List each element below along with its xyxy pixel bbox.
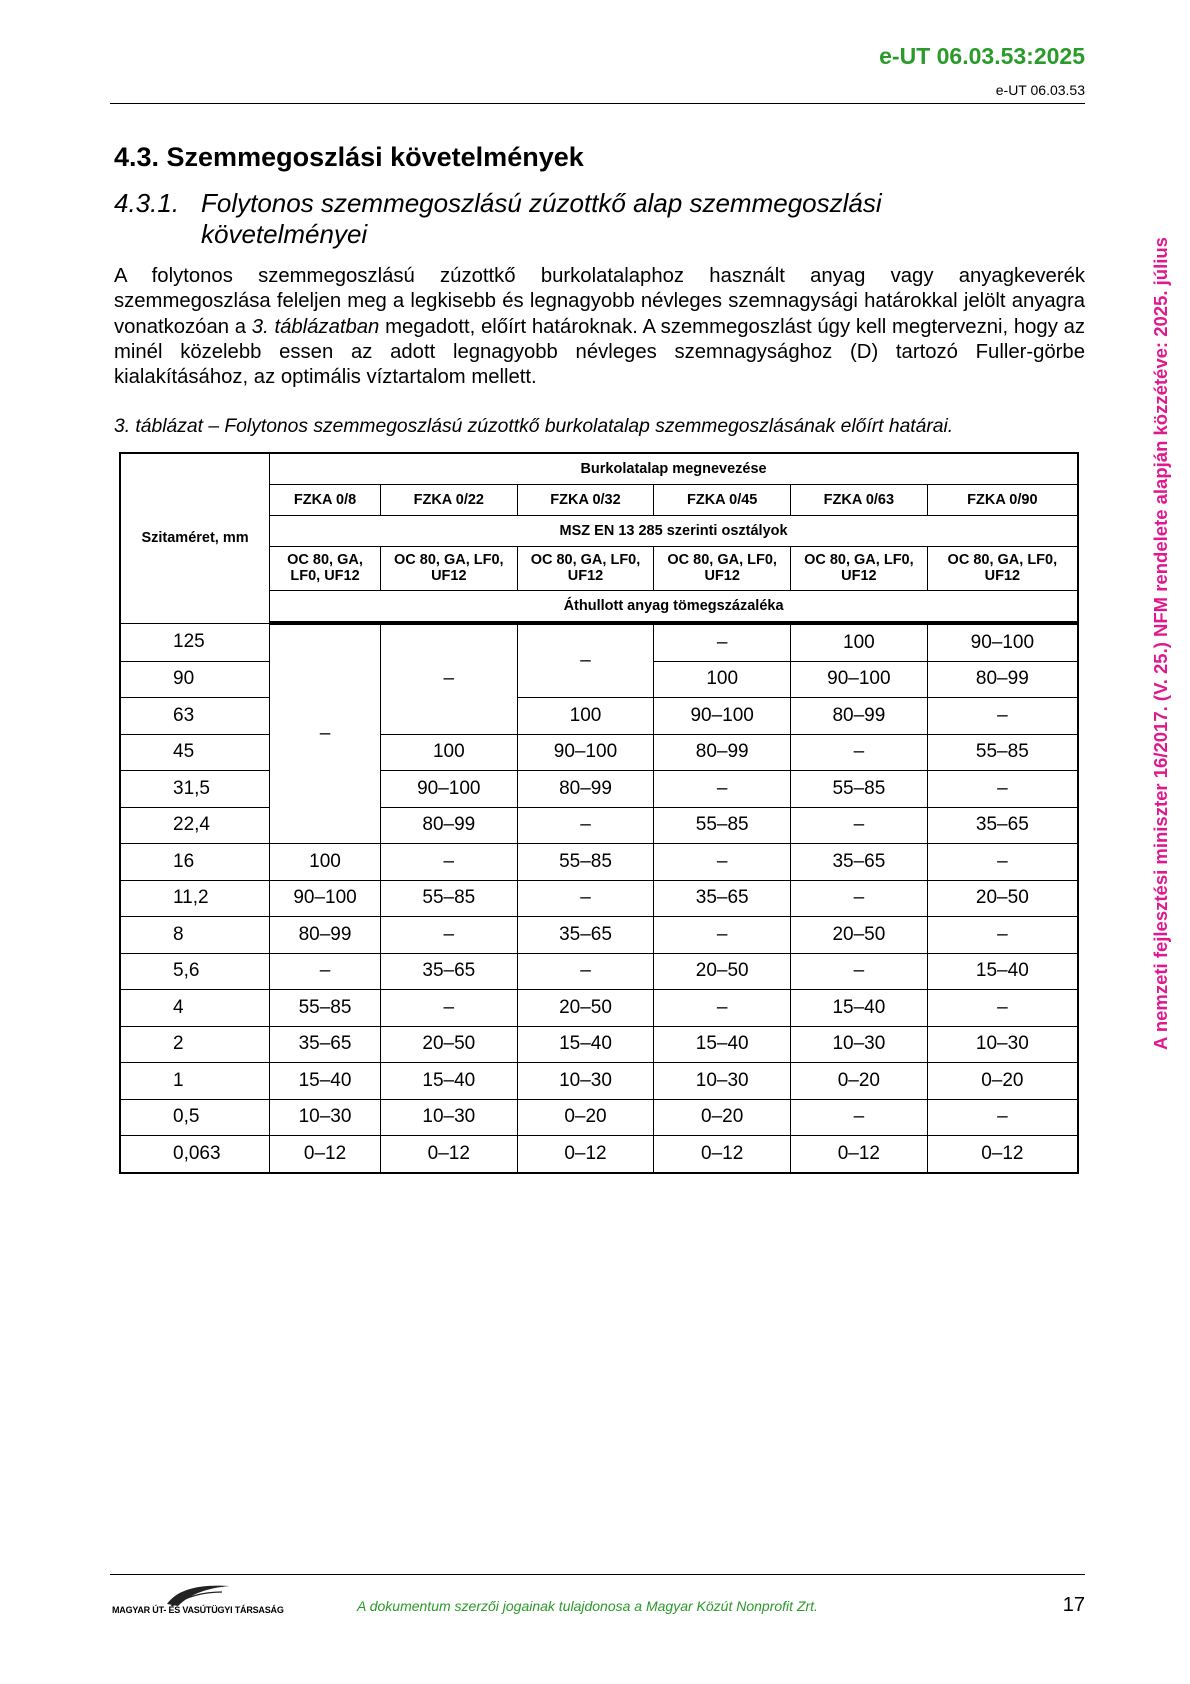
value-cell: 35–65 (654, 880, 791, 917)
value-cell: 55–85 (380, 880, 517, 917)
value-cell: – (654, 917, 791, 954)
table-row (120, 771, 1078, 808)
value-cell: 15–40 (270, 1063, 381, 1100)
value-cell: 10–30 (927, 1026, 1078, 1063)
value-cell: 10–30 (270, 1099, 381, 1136)
value-cell: 20–50 (927, 880, 1078, 917)
value-cell: 20–50 (517, 990, 654, 1027)
value-cell: 0–12 (270, 1136, 381, 1173)
value-cell: 0–12 (380, 1136, 517, 1173)
merged-value-cell: – (380, 623, 517, 734)
subsection-title (114, 188, 882, 250)
value-cell: 20–50 (791, 917, 928, 954)
value-cell: 90–100 (270, 880, 381, 917)
value-cell: 55–85 (654, 807, 791, 844)
value-cell: 20–50 (654, 953, 791, 990)
value-cell: 90–100 (791, 661, 928, 698)
society-logo-text: MAGYAR ÚT- ÉS VASÚTÜGYI TÁRSASÁG (112, 1605, 284, 1615)
sieve-size-cell: 22,4 (120, 807, 270, 844)
value-cell: 55–85 (517, 844, 654, 881)
paragraph-part2: megadott, előírt határoknak. A szemmegoszlást úgy kell megtervezni, hogy az minél közelebb essen az adott legnagyobb névleges szemnagysághoz (D) tartozó Fuller-görbe kialakításához, az optimális víztartalom mellett. (114, 315, 1086, 389)
value-cell: 100 (517, 698, 654, 735)
value-cell: 0–12 (517, 1136, 654, 1173)
page-number: 17 (1062, 1594, 1085, 1616)
table-row (120, 1026, 1078, 1063)
value-cell: – (654, 771, 791, 808)
value-cell: – (927, 917, 1078, 954)
class-cell: OC 80, GA, LF0, UF12 (791, 546, 928, 590)
col-name-header: FZKA 0/22 (380, 484, 517, 515)
value-cell: – (791, 1099, 928, 1136)
table-row (120, 917, 1078, 954)
base-name-group-header: Burkolatalap megnevezése (270, 453, 1078, 484)
value-cell: – (380, 990, 517, 1027)
value-cell: 15–40 (791, 990, 928, 1027)
sieve-size-cell: 16 (120, 844, 270, 881)
class-cell: OC 80, GA, LF0, UF12 (927, 546, 1078, 590)
value-cell: 55–85 (791, 771, 928, 808)
value-cell: 10–30 (517, 1063, 654, 1100)
document-code-small: e-UT 06.03.53 (995, 82, 1085, 98)
table-row (120, 1063, 1078, 1100)
value-cell: 10–30 (380, 1099, 517, 1136)
sieve-size-cell: 8 (120, 917, 270, 954)
value-cell: – (927, 771, 1078, 808)
value-cell: 55–85 (270, 990, 381, 1027)
value-cell: 10–30 (654, 1063, 791, 1100)
sieve-size-cell: 125 (120, 623, 270, 661)
value-cell: – (927, 844, 1078, 881)
merged-value-cell: – (517, 623, 654, 698)
value-cell: – (380, 844, 517, 881)
table-row (120, 953, 1078, 990)
sieve-size-cell: 63 (120, 698, 270, 735)
value-cell: 20–50 (380, 1026, 517, 1063)
value-cell: – (791, 953, 928, 990)
value-cell: 80–99 (927, 661, 1078, 698)
table-row (120, 1136, 1078, 1173)
value-cell: 10–30 (791, 1026, 928, 1063)
value-cell: – (517, 953, 654, 990)
subsection-number: 4.3.1. (114, 188, 180, 218)
sieve-size-cell: 31,5 (120, 771, 270, 808)
class-cell: OC 80, GA, LF0, UF12 (517, 546, 654, 590)
col-name-header: FZKA 0/63 (791, 484, 928, 515)
value-cell: 100 (380, 734, 517, 771)
publication-side-note: A nemzeti fejlesztési miniszter 16/2017. (V. 25.) NFM rendelete alapján közzétéve: 2025. július (1150, 237, 1171, 1050)
unit-header: Áthullott anyag tömegszázaléka (270, 590, 1078, 623)
sieve-size-cell: 90 (120, 661, 270, 698)
value-cell: 0–12 (654, 1136, 791, 1173)
value-cell: – (517, 807, 654, 844)
sieve-size-cell: 45 (120, 734, 270, 771)
paragraph-table-ref: 3. táblázatban (251, 315, 380, 338)
value-cell: 15–40 (654, 1026, 791, 1063)
grading-table (119, 452, 1079, 1174)
table-caption: 3. táblázat – Folytonos szemmegoszlású zúzottkő burkolatalap szemmegoszlásának előírt határai. (114, 416, 954, 437)
standard-class-header: MSZ EN 13 285 szerinti osztályok (270, 515, 1078, 546)
value-cell: – (791, 807, 928, 844)
body-paragraph (114, 264, 1085, 390)
value-cell: 35–65 (380, 953, 517, 990)
value-cell: 35–65 (270, 1026, 381, 1063)
table-row (120, 990, 1078, 1027)
value-cell: – (517, 880, 654, 917)
value-cell: 90–100 (380, 771, 517, 808)
value-cell: 80–99 (791, 698, 928, 735)
sieve-size-cell: 0,5 (120, 1099, 270, 1136)
value-cell: 35–65 (927, 807, 1078, 844)
value-cell: 80–99 (654, 734, 791, 771)
section-title: 4.3. Szemmegoszlási követelmények (114, 142, 584, 172)
sieve-size-cell: 2 (120, 1026, 270, 1063)
table-row (120, 1099, 1078, 1136)
table-row (120, 807, 1078, 844)
col-name-header: FZKA 0/90 (927, 484, 1078, 515)
value-cell: 0–20 (927, 1063, 1078, 1100)
document-code: e-UT 06.03.53:2025 (879, 43, 1085, 69)
value-cell: 55–85 (927, 734, 1078, 771)
value-cell: – (791, 734, 928, 771)
copyright-note: A dokumentum szerzői jogainak tulajdonosa a Magyar Közút Nonprofit Zrt. (357, 1598, 818, 1614)
class-cell: OC 80, GA, LF0, UF12 (654, 546, 791, 590)
sieve-size-cell: 11,2 (120, 880, 270, 917)
value-cell: 35–65 (517, 917, 654, 954)
value-cell: – (791, 880, 928, 917)
merged-value-cell: – (270, 623, 381, 844)
value-cell: 90–100 (517, 734, 654, 771)
value-cell: – (927, 1099, 1078, 1136)
subsection-line2: követelményei (201, 219, 368, 249)
sieve-size-cell: 4 (120, 990, 270, 1027)
value-cell: 15–40 (517, 1026, 654, 1063)
col-name-header: FZKA 0/45 (654, 484, 791, 515)
table-row (120, 698, 1078, 735)
table-row (120, 623, 1078, 661)
table-row (120, 844, 1078, 881)
value-cell: 0–20 (654, 1099, 791, 1136)
footer-rule (110, 1574, 1085, 1575)
value-cell: 0–12 (791, 1136, 928, 1173)
value-cell: – (380, 917, 517, 954)
paragraph-part1: A folytonos szemmegoszlású zúzottkő burkolatalaphoz használt anyag vagy anyagkeverék szemmegoszlása feleljen meg a legkisebb és legnagyobb névleges szemnagysági határokkal jelölt anyagra vonatkozóan a (114, 265, 1085, 338)
value-cell: 35–65 (791, 844, 928, 881)
value-cell: – (927, 698, 1078, 735)
value-cell: 100 (270, 844, 381, 881)
value-cell: 90–100 (654, 698, 791, 735)
value-cell: 80–99 (270, 917, 381, 954)
value-cell: 0–12 (927, 1136, 1078, 1173)
value-cell: – (654, 844, 791, 881)
value-cell: 80–99 (517, 771, 654, 808)
value-cell: 90–100 (927, 623, 1078, 661)
value-cell: 80–99 (380, 807, 517, 844)
value-cell: 0–20 (517, 1099, 654, 1136)
value-cell: 100 (791, 623, 928, 661)
table-row (120, 880, 1078, 917)
table-row (120, 734, 1078, 771)
header-rule (110, 103, 1085, 104)
sieve-size-cell: 0,063 (120, 1136, 270, 1173)
col-name-header: FZKA 0/32 (517, 484, 654, 515)
class-cell: OC 80, GA, LF0, UF12 (270, 546, 381, 590)
sieve-size-header: Szitaméret, mm (120, 453, 270, 623)
class-cell: OC 80, GA, LF0, UF12 (380, 546, 517, 590)
value-cell: 0–20 (791, 1063, 928, 1100)
sieve-size-cell: 5,6 (120, 953, 270, 990)
sieve-size-cell: 1 (120, 1063, 270, 1100)
value-cell: – (270, 953, 381, 990)
col-name-header: FZKA 0/8 (270, 484, 381, 515)
value-cell: – (654, 623, 791, 661)
value-cell: – (654, 990, 791, 1027)
value-cell: 15–40 (927, 953, 1078, 990)
value-cell: 15–40 (380, 1063, 517, 1100)
value-cell: – (927, 990, 1078, 1027)
value-cell: 100 (654, 661, 791, 698)
subsection-line1: Folytonos szemmegoszlású zúzottkő alap szemmegoszlási (201, 188, 882, 218)
